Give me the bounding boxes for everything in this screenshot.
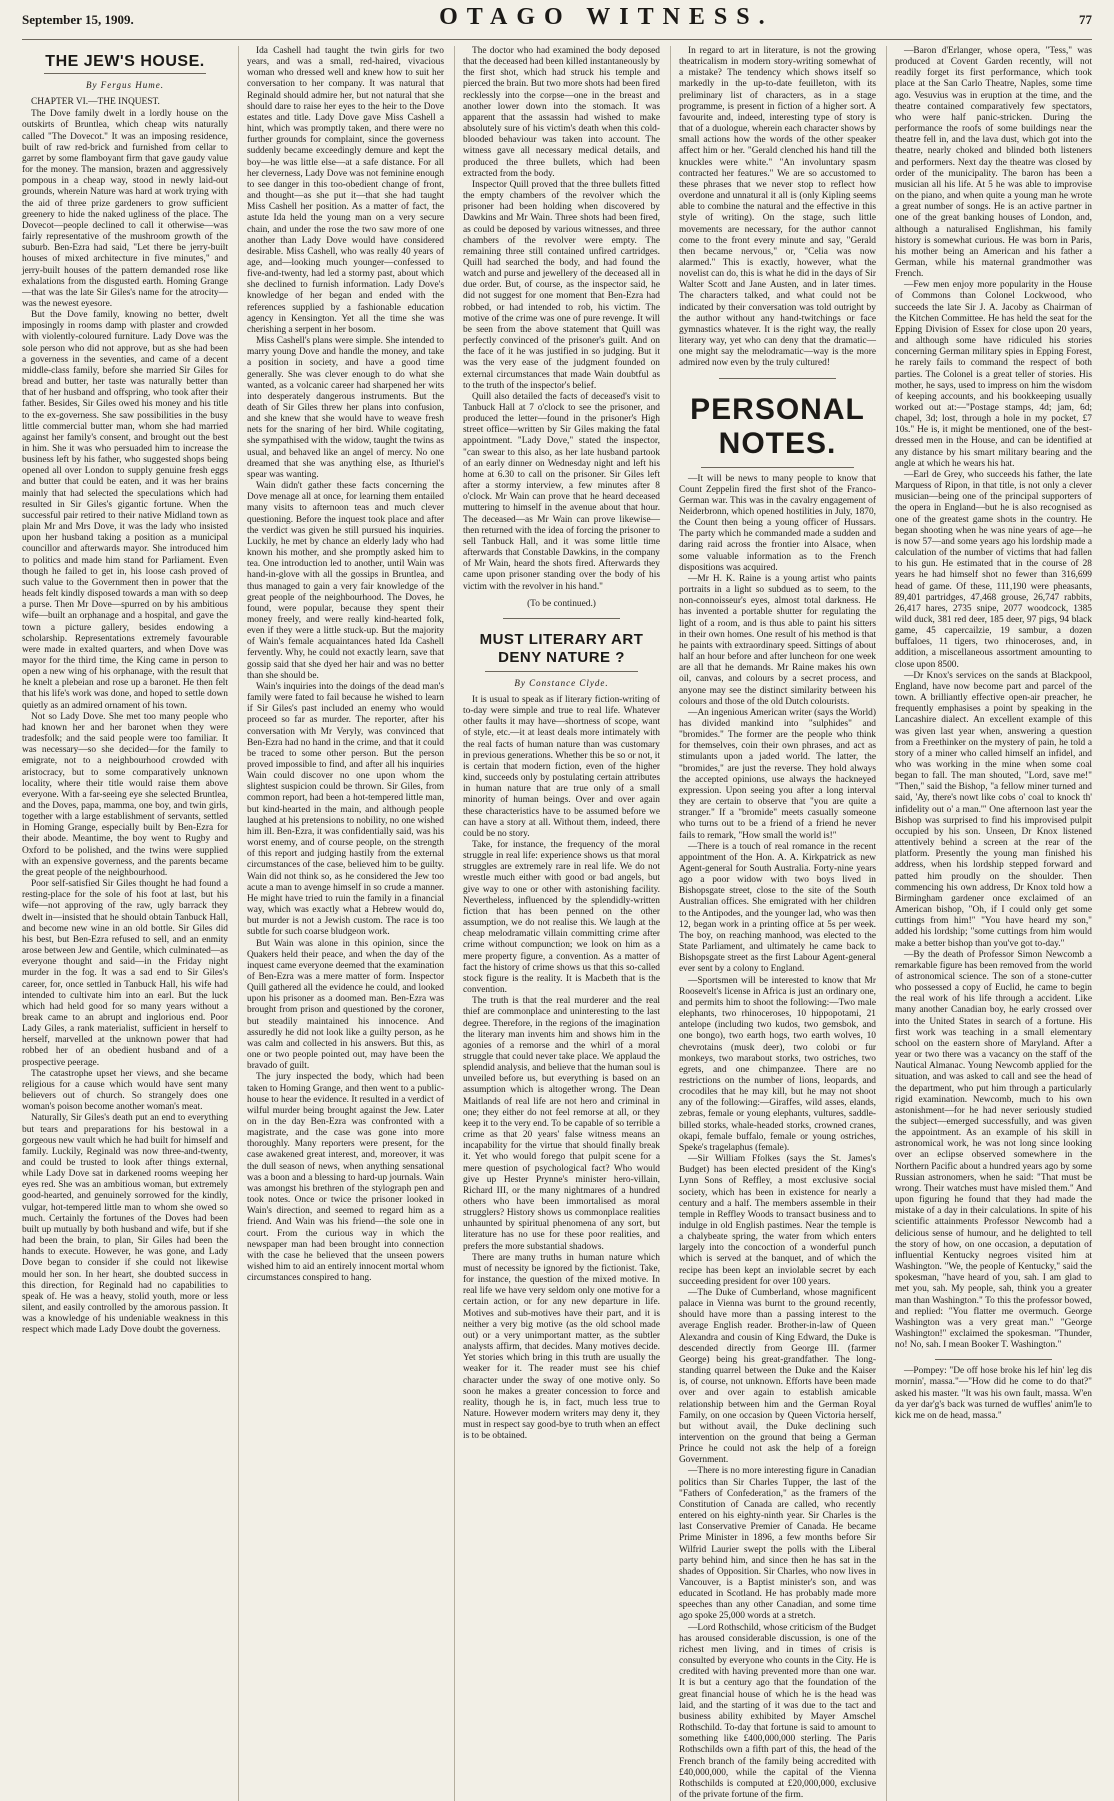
note-paragraph: —Baron d'Erlanger, whose opera, "Tess," was produced at Covent Garden recently, will not readily forget its first performance, which took place at the San Carlo Theatre, Naples, some time ago. Vesuvius was in eruption at the time, and the theatre contained comparatively few spectators, who were half panic-stricken. During the performance the roofs of some buildings near the theatre fell in, and the lava dust, which got into the theatre, nearly choked and blinded both listeners and performers. Next day the theatre was closed by order of the municipality. The baron has been a musician all his life. At 5 he was able to improvise on the piano, and when quite a young man he wrote a great number of songs. He is an active partner in one of the great banking houses of London, and, although a naturalised Englishman, his family history is somewhat curious. He was born in Paris, his mother being an American and his father a German, while his maternal grandmother was French. <box>895 46 1092 280</box>
essay-byline: By Constance Clyde. <box>514 677 609 688</box>
story-paragraph: The Dove family dwelt in a lordly house on the outskirts of Bruntlea, which cheap wits naturally called "The Dovecot." It was an imposing residence, built of raw red-brick and furnished from cellar to garret by some flamboyant firm that gave gaudy value for the money. The mansion, brazen and aggressively pompous in a cheap way, stood in newly laid-out grounds, wherein Nature was hard at work trying with the aid of three prize gardeners to grow sufficient greenery to hide the naked ugliness of the place. The Dovecot—people declined to call it otherwise—was fairly representative of the mushroom growth of the suburb. Ben-Ezra had said, "Let there be jerry-built houses of mixed architecture in five minutes," and jerry-built houses of the pattern demanded rose like exhalations from the disgusted earth. Homing Grange—that was the late Sir Giles's name for the atrocity—was the newest eyesore. <box>22 109 228 309</box>
title-rule <box>701 467 854 468</box>
note-paragraph: —Sir William Ffolkes (says the St. James's Budget) has been elected president of the King's Lynn Sons of Reffley, a most exclusive social society, which has been in existence for nearly a century and a half. The members assemble in their temple in Reffley Woods to transact business and to indulge in old English pastimes. Near the temple is a chalybeate spring, the water from which enters largely into the concoction of a wonderful punch which is served at the banquet, and of which the recipe has been kept an inviolable secret by each succeeding president for over 100 years. <box>679 1154 876 1287</box>
story-paragraph: The jury inspected the body, which had been taken to Homing Grange, and then went to a public-house to hear the evidence. It resulted in a verdict of wilful murder being brought against the Jew. Later on in the day Ben-Ezra was confronted with a magistrate, and the case was gone into more thoroughly. Many reporters were present, for the case awakened great interest, and, moreover, it was the dull season of news, when anything sensational was a boon and a blessing to hard-up journals. Wain was amongst his brethren of the stylograph pen and took notes. Once or twice the prisoner looked in Wain's direction, and seemed to regard him as a friend. And Wain was his friend—the sole one in court. From the curious way in which the newspaper man had been brought into connection with the case he believed that the unseen powers wished him to aid an entirely innocent mortal whom circumstances conspired to hang. <box>247 1072 444 1284</box>
note-paragraph: —Lord Rothschild, whose criticism of the Budget has aroused considerable discussion, is one of the richest men living, and in times of crisis is consulted by everyone who counts in the City. He is credited with having prevented more than one war. It is but a century ago that the foundation of the great financial house of which he is the head was laid, and the starting of it was due to the tact and business ability exhibited by Mayer Amschel Rothschild. To-day that fortune is said to amount to something like £400,000,000 sterling. The Paris Rothschilds own a fifth part of this, the head of the French branch of the family being accredited with £40,000,000, while the capital of the Vienna Rothschilds is computed at £20,000,000, exclusive of the private fortune of the firm. <box>679 1622 876 1800</box>
note-paragraph: —Mr H. K. Raine is a young artist who paints portraits in a light so subdued as to seem, to the non-connoisseur's eyes, almost total darkness. He has invented a portable shutter for regulating the light of a room, and is thus able to paint his sitters in their own homes. One result of his method is that he paints with extraordinary speed. Sittings of about half an hour before and after luncheon for one week are all that he demands. Mr Raine makes his own oil, canvas, and colours by a secret process, and anyone may see the distinct similarity between his colours and those of the old Dutch colourists. <box>679 573 876 707</box>
story-paragraph: Miss Cashell's plans were simple. She intended to marry young Dove and handle the money, and take a position in society, and have a good time generally. She was clever enough to do what she wanted, as a volcanic career had sharpened her wits into desperately dangerous instruments. But the death of Sir Giles threw her plans into confusion, and she knew that she would have to weave fresh nets for the snaring of her bird. While cogitating, she sympathised with the widow, taught the twins as usual, and behaved like an angel of mercy. No one dreamed that she was anything else, as Ithuriel's spear was wanting. <box>247 336 444 480</box>
story-paragraph: But Wain was alone in this opinion, since the Quakers held their peace, and when the day of the inquest came everyone deemed that the examination of Ben-Ezra was a mere matter of form. Inspector Quill gathered all the evidence he could, and looked upon his prisoner as a doomed man. Ben-Ezra was brought from prison and questioned by the coroner, but steadily maintained his innocence. And assuredly he did not look like a guilty person, as he was calm and collected in his answers. But this, as one or two people pointed out, may have been the bravado of guilt. <box>247 938 444 1072</box>
story-paragraph: Naturally, Sir Giles's death put an end to everything but tears and preparations for his bestowal in a gorgeous new vault which he had built for himself and family. Luckily, Reginald was now three-and-twenty, and could be trusted to look after things external, while Lady Dove sat in darkened rooms weeping her eyes red. She was an ambitious woman, but extremely good-hearted, and genuinely sorrowed for the kindly, vulgar, hot-tempered little man to whom she owed so much. Certainly the fortunes of the Doves had been built up mutually by both husband and wife, but if she had been the brain, to plan, Sir Giles had been the hands to execute. However, he was gone, and Lady Dove began to consider if she could not likewise mould her son. In her heart, she doubted success in this direction, for Reginald had no capabilities to speak of. He was a heavy, stolid youth, more or less silent, and easily controlled by the amorous passion. It was a knowledge of his undeniable weakness in this respect which made Lady Dove doubt the governess. <box>22 1113 228 1336</box>
note-paragraph: —An ingenious American writer (says the World) has divided mankind into "sulphides" and "bromides." The former are the people who think for themselves, coin their own phrases, and act as stimulants upon a jaded world. The latter, the "bromides," are just the reverse. They hold always the accepted opinions, use always the hackneyed expression. Upon seeing you after a long interval they are certain to observe that "you are quite a stranger." If a "bromide" meets casually someone who turns out to be a friend of a friend he never fails to remark, "How small the world is!" <box>679 707 876 841</box>
column-3 <box>454 46 660 1801</box>
masthead <box>22 0 1092 40</box>
newspaper-title: OTAGO WITNESS. <box>439 4 774 30</box>
title-rule <box>44 73 206 74</box>
column-4 <box>670 46 876 1801</box>
section-rule <box>935 1359 1052 1360</box>
story-paragraph: Inspector Quill proved that the three bullets fitted the empty chambers of the revolver which the prisoner had been holding when discovered by Dawkins and Mr Wain. Three shots had been fired, as could be deposed by various witnesses, and three chambers of the revolver were empty. The remaining three still contained unfired cartridges. Quill had searched the body, and had found the watch and purse and jewellery of the deceased all in due order. But, of course, as the inspector said, he did not suggest for one moment that Ben-Ezra had robbed, or had intended to rob, his victim. The motive of the crime was one of pure revenge. It will be seen from the above statement that Quill was perfectly convinced of the prisoner's guilt. And on the face of it he was justified in so judging. But it was the very ease of the judgment founded on external circumstances that made Wain doubtful as to the truth of the inspector's belief. <box>463 179 660 391</box>
article-columns <box>22 46 1092 1800</box>
essay-paragraph: The truth is that the real murderer and the real thief are commonplace and uninteresting to the last degree. Therefore, in the regions of the imagination the literary man invents him and shows him in the agonies of a remorse and the whirl of a moral struggle that could never take place. We applaud the splendid analysis, and believe that the human soul is unveiled before us, but everything is based on an assumption which is altogether wrong. The Dean Maitlands of real life are not hero and criminal in one; they either do not feel remorse at all, or they keep it to the very end. To be capable of so terrible a crime as that 20 years' false witness means an incapability for the virtue that should finally break it. Yet who would forego that pulpit scene for a mere question of psychological fact? Who would give up Hester Prynne's minister hero-villain, Richard III, or the many nightmares of a hundred others who have been immortalised as moral strugglers? History shows us commonplace realities unhaunted by spiritual phenomena of any sort, but literature has no use for these poor realities, and prefers the more substantial shadows. <box>463 996 660 1252</box>
story-paragraph: Quill also detailed the facts of deceased's visit to Tanbuck Hall at 7 o'clock to see the prisoner, and produced the letter—found in the prisoner's High street office—written by Sir Giles making the fatal appointment. "Lady Dove," stated the inspector, "can swear to this also, as her late husband partook of an early dinner on Wednesday night and left his home at 6.30 to call on the prisoner. Sir Giles left after a stormy interview, a few minutes after 8 o'clock. Mr Wain can prove that he heard deceased muttering to himself in the avenue about that hour. The deceased—as Mr Wain can prove likewise—then returned with the idea of forcing the prisoner to sell Tanbuck Hall, and it was some little time afterwards that Constable Dawkins, in the company of Mr Wain, heard the shots fired. Afterwards they came upon prisoner standing over the body of his victim with the revolver in his hand." <box>463 391 660 592</box>
to-be-continued: (To be continued.) <box>527 598 596 609</box>
story-paragraph: But the Dove family, knowing no better, dwelt imposingly in rooms damp with plaster and crowded with violently-coloured furniture. Lady Dove was the sole person who did not approve, but as she had been a governess in the seventies, and came of a decent middle-class family, before she married Sir Giles for bread and butter, her taste was naturally better than that of her husband and offspring, who took after their father. Besides, Sir Giles owed his money and his title to the ex-governess. She saw possibilities in the busy little commercial butter man, whom she had married against her family's consent, and brought out the best in him. She it was who persuaded him to increase the business left by his father, who suggested shops being opened all over London to supply genuine fresh eggs and butter that could be eaten, and it was her brains mainly that had selected the speculations which had resulted in Sir Giles's gigantic fortune. When the successful pair retired to their native Midland town as plain Mr and Mrs Dove, it was the lady who insisted upon her husband taking a position as a municipal councillor and afterwards mayor. She introduced him to politics and made him stand for Parliament. Even though he failed to get in, his loose cash proved of such value to the Government then in power that the heads felt kindly disposed towards a man with so deep a purse. Then Mr Dove—spurred on by his ambitious wife—built an orphanage and a hospital, and gave the town a picture gallery, besides endowing a scholarship. Representations extremely favourable were made in exalted quarters, and when Dove was mayor for the third time, the King came in person to open a new wing of his orphanage, with the result that he knelt a plebeian and rose up a baronet. He then felt that his life's work was done, and hoped to settle down quietly as an admired ornament of his town. <box>22 310 228 711</box>
note-paragraph: —Few men enjoy more popularity in the House of Commons than Colonel Lockwood, who succeeds the late Sir J. A. Jacoby as Chairman of the Kitchen Committee. He has held the seat for the Epping Division of Essex for close upon 20 years, and although some have ridiculed his stories concerning German military spies in Epping Forest, he rarely fails to command the respect of both parties. The Colonel is a great teller of stories. His mother, he says, used to impress on him the wisdom of keeping accounts, and his bookkeeping usually worked out at:—"Postage stamps, 4d; jam, 6d; chapel, 3d; lost, through a hole in my pocket, £7 10s." He is, it might be mentioned, one of the best-dressed men in the House, and can be identified at any distance by his smart military bearing and the angle at which he wears his hat. <box>895 280 1092 469</box>
note-paragraph: —By the death of Professor Simon Newcomb a remarkable figure has been removed from the world of astronomical science. The son of a stone-cutter who possessed a copy of Euclid, he came to begin the real work of his life through a accident. Like many another Canadian boy, he early crossed over into the United States in search of a fortune. His first work was teaching in a small elementary school on the eastern shore of Maryland. After a year or two there was a vacancy on the staff of the Nautical Almanac. Young Newcomb applied for the situation, and was asked to call and see the head of the department, who put him through a particularly rigid examination. Newcomb, much to his own astonishment—for he had never seriously studied the subject—emerged successfully, and was given the appointment. As an example of his skill in astronomical work, he was not long since looking over an eclipse observed somewhere in the Northern Pacific about a hundred years ago by some Russian astronomers, when he said: "That must be wrong. Their watches must have misled them." And upon figuring he found that they had made the mistake of a day in their calculations. In spite of his scientific attainments Professor Newcomb had a delicious sense of humour, and he delighted to tell the story of how, on one occasion, a deputation of influential Kentucky negroes visited him at Washington. "We, the people of Kentucky," said the spokesman, "have heard of you, sah. I am glad to met you, sah. My people, sah, think you a greater man than Washington." To this the professor bowed, and replied: "You flatter me overmuch. George Washington was a very great man." "George Washington!" exclaimed the spokesman. "Thunder, no! No, sah. I mean Booker T. Washington." <box>895 949 1092 1351</box>
chapter-heading: CHAPTER VI.—THE INQUEST. <box>31 97 160 108</box>
essay-paragraph: There are many truths in human nature which must of necessity be ignored by the fictionist. Take, for instance, the question of the mixed motive. In real life we have very seldom only one motive for a certain action, or for any new departure in life. Motives and sub-motives have their part, and it is neither a very big motive (as the old school made out) or a very unimportant matter, as the subtler analysts affirm, that decides. Many motives decide. Yet stories which bring in this truth are usually the weaker for it. The reader must see his chief character under the sway of one motive only. So soon he makes a greater concession to force and reality, though he is, in fact, much less true to Nature. However modern writers may deny it, they must in respect say good-bye to truth when an effect is to be obtained. <box>463 1252 660 1442</box>
story-paragraph: The catastrophe upset her views, and she became religious for a cause which would have sent many believers out of church. So strangely does one woman's poison become another woman's meat. <box>22 1068 228 1113</box>
note-paragraph: —Dr Knox's services on the sands at Blackpool, England, have now become part and parcel of the town. A brilliantly effective open-air preacher, he frequently emphasises a point by speaking in the Lancashire dialect. An excellent example of this was given last year when, answering a question from a Freethinker on the mystery of pain, he told a story of a miner who called himself an infidel, and who was working in the mine when some coal began to fall. The man shouted, "Lord, save me!" "Then," said the Bishop, "a fellow miner turned and said, 'Ay, there's nowt like cobs o' coal to knock th' infidelity out o' a man.'" One afternoon last year the Bishop was surprised to find his improvised pulpit occupied by his son. Unseen, Dr Knox listened attentively behind a screen at the rear of the platform. Presently the young man finished his address, when his lordship stepped forward and patted him proudly on the shoulder. Then commencing his own address, Dr Knox told how a Birmingham gardener once exclaimed of an American bishop, "Oh, if I could only get some cuttings from him!" "You have heard my son," added his lordship; "some cuttings from him would make a better bishop than you've got to-day." <box>895 670 1092 949</box>
issue-date: September 15, 1909. <box>22 12 134 27</box>
essay-paragraph: It is usual to speak as if literary fiction-writing of to-day were simple and true to real life. Whatever other faults it may have—shortness of scope, want of style, etc.—it at least deals more intimately with the real facts of human nature than was customary in previous generations. Whether this be so or not, it is certain that modern fiction, even of the higher kind, succeeds only by postulating certain attributes in human nature that are true only of a small minority of human beings. Over and over again these characteristics have to be assumed before we can have a story at all. Without them, indeed, there could be no story. <box>463 694 660 839</box>
note-paragraph: —Sportsmen will be interested to know that Mr Roosevelt's license in Africa is just an ordinary one, and permits him to shoot the following:—Two male elephants, two rhinoceroses, 10 hippopotami, 21 antelope (including two kudos, two gemsbok, and one bongo), two earth hogs, two earth wolves, 10 chevrotains (musk deer), two colobi or fur monkeys, two marabout storks, two ostriches, two egrets, and one chimpanzee. There are no restrictions on the number of lions, leopards, and crocodiles that he may kill, but he may not shoot any of the following:—Giraffes, wild asses, elands, zebras, female or young elephants, vultures, saddle-billed storks, whale-headed storks, crowned cranes, okapi, female buffalo, female or young ostriches, Speke's tragelaphus (female). <box>679 975 876 1153</box>
column-1 <box>22 46 228 1801</box>
column-5 <box>886 46 1092 1801</box>
essay-paragraph: Take, for instance, the frequency of the moral struggle in real life: experience shows us that moral struggles are extremely rare in real life. We do not wrestle much either with good or bad angels, but give way to one or other with astonishing facility. Nevertheless, influenced by the splendidly-written fiction that has been penned on the other assumption, we do not realise this. We laugh at the cheap melodramatic villain committing crime after crime without compunction; we look on him as a mere property figure, a convention. As a matter of fact the history of crime shows us that this so-called stock figure is the reality. It is Macbeth that is the convention. <box>463 840 660 996</box>
story-paragraph: Ida Cashell had taught the twin girls for two years, and was a small, red-haired, vivacious woman who dressed well and knew how to suit her conversation to her company. It was natural that Reginald should admire her, but not natural that she should dare to raise her eyes to the heir to the Dove estates and title. Lady Dove gave Miss Cashell a hint, which was promptly taken, and there were no further grounds for complaint, since the governess suddenly became exceedingly demure and kept the boy—he was little else—at a safe distance. For all her cleverness, Lady Dove was not feminine enough to see danger in this too-obedient change of front, and thought—as she put it—that she had taught Miss Cashell her position. As a matter of fact, the astute Ida held the young man on a very secure chain, and under the rose the two saw more of one another than Lady Dove would have considered desirable. Miss Cashell, who was really 40 years of age, and—looking much younger—confessed to five-and-twenty, had led a stormy past, about which she declined to furnish information. Lady Dove's knowledge of her began and ended with the references supplied by a fashionable education agency in Kensington. Yet all the time she was cherishing a serpent in her bosom. <box>247 46 444 335</box>
story-paragraph: The doctor who had examined the body deposed that the deceased had been killed instantaneously by the first shot, which had struck his temple and pierced the brain. But two more shots had been fired recklessly into the corpse—one in the breast and another lower down into the stomach. It was apparent that the assassin had wished to make absolutely sure of his victim's death when this cold-blooded behaviour was taken into account. The witness gave all necessary medical details, and produced the three bullets, which had been extracted from the body. <box>463 46 660 179</box>
note-paragraph: —Earl de Grey, who succeeds his father, the late Marquess of Ripon, in that title, is not only a clever musician—being one of the principal supporters of the opera in England—but he is also recognised as one of the greatest game shots in the country. He began shooting when he was nine years of age—he is now 57—and some years ago his lordship made a calculation of the number of victims that had fallen to his gun. He estimated that in the course of 28 years he had himself shot no fewer than 316,699 head of game. Of these, 111,190 were pheasants, 89,401 partridges, 47,468 grouse, 26,747 rabbits, 26,417 hares, 2735 snipe, 2077 woodcock, 1385 wild duck, 381 red deer, 185 deer, 97 pigs, 94 black game, 45 capercailzie, 19 sambur, a dozen buffaloes, 11 tigers, two rhinoceroses, and, in addition, a miscellaneous assortment amounting to close upon 8500. <box>895 469 1092 670</box>
note-paragraph: —It will be news to many people to know that Count Zeppelin fired the first shot of the Franco-German war. This was in the cavalry engagement of Neiderbronn, which opened hostilities in July, 1870, the Count then being a young officer of Hussars. The party which he commanded made a sudden and daring raid across the frontier into Alsace, when some valuable information as to the French dispositions was acquired. <box>679 473 876 573</box>
title-rule <box>485 671 638 672</box>
story-paragraph: Poor self-satisfied Sir Giles thought he had found a resting-place for the sole of his foot at last, but his wife—not approving of the raw, ugly barrack they dwelt in—insisted that he should obtain Tanbuck Hall, and become new wine in an old bottle. Sir Giles did his best, but Ben-Ezra refused to sell, and an enmity arose between Jew and Gentile, which culminated—as everyone thought and said—in the Friday night murder in the fog. It was a sad end to Sir Giles's career, for, once settled in Tanbuck Hall, his wife had intended to cultivate him into an earl. But the luck which had held good for so many years without a break came to an abrupt and inglorious end. Poor Lady Giles, a rank materialist, sufficient in herself to herself, marvelled at the unknown power that had robbed her of an obedient husband and of a prospective peerage. <box>22 879 228 1068</box>
essay-paragraph: In regard to art in literature, is not the growing theatricalism in modern story-writing somewhat of a mistake? The tendency which shows itself so markedly in the up-to-date feuilleton, with its preliminary list of characters, as in a stage programme, is present in fiction of a higher sort. A favourite and, indeed, interesting type of story is that of a duologue, wherein each character shows by small actions how the words of the other speaker affect him or her. "Gerald clenched his hand till the knuckles were white." "An involuntary spasm contracted her features." We are so accustomed to these phrases that we never stop to reflect how overdone and unnatural it all is (only Kipling seems able to combine the natural and the effective in this style of writing). On the stage, such little movements are necessary, for the author cannot come to the front every minute and say, "Gerald then became nervous," or, "Celia was now alarmed." This is exactly, however, what the novelist can do, this is what he did in the days of Sir Walter Scott and Jane Austen, and in later times. The characters talked, and what could not be indicated by their conversation was told outright by the author without any hand-twitchings or face gymnastics whatever. It is the right way, the really literary way, yet who can deny that the dramatic—one might say the melodramatic—way is the more admired now even by the truly cultured! <box>679 46 876 369</box>
note-paragraph: —There is a touch of real romance in the recent appointment of the Hon. A. A. Kirkpatrick as new Agent-general for South Australia. Forty-nine years ago a poor widow with two boys lived in Bishopsgate street, close to the site of the South Australian offices. She emigrated with her children to the Antipodes, and the younger lad, who was then 12, began work in a printing office at 5s per week. The boy, on reaching manhood, was elected to the State Parliament, and ultimately he came back to Bishopsgate street as the first Labour Agent-general ever sent by a colony to England. <box>679 841 876 975</box>
section-rule <box>503 618 620 619</box>
note-paragraph: —Pompey: "De off hose broke his lef hin' leg dis mornin', massa."—"How did he come to do that?" asked his master. "It was his own fault, massa. W'en da yer dar'g's back was turned de wuffles' anim'le to kick me on de head, massa." <box>895 1366 1092 1421</box>
story-paragraph: Wain didn't gather these facts concerning the Dove menage all at once, for learning them entailed many visits to afternoon teas and much clever questioning. Before the inquest took place and after the verdict was given he still pursued his inquiries. Luckily, he met by chance an elderly lady who had known his mother, and she promptly asked him to tea. One introduction led to another, until Wain was hand-in-glove with all the gossips in Bruntlea, and thus managed to gain a very fair knowledge of the great people of the neighbourhood. The Doves, he found, were popular, because they spent their money freely, and were really kind-hearted folk, even if they were a little stuck-up. But the majority of Wain's female acquaintances hated Ida Cashell fervently. Why, he could not exactly learn, save that gossip said that she dyed her hair and was no better than she should be. <box>247 481 444 681</box>
story-byline: By Fergus Hume. <box>86 80 164 90</box>
story-title: THE JEW'S HOUSE. <box>45 53 205 70</box>
note-paragraph: —There is no more interesting figure in Canadian politics than Sir Charles Tupper, the last of the "Fathers of Confederation," as the framers of the Constitution of Canada are called, who recently entered on his eighty-ninth year. Sir Charles is the last Conservative Premier of Canada. He became Prime Minister in 1896, a few months before Sir Wilfrid Laurier swept the polls with the Liberal party behind him, and since then he has sat in the shades of Opposition. Sir Charles, who now lives in Vancouver, is a Baptist minister's son, and was educated in Scotland. He has probably made more speeches than any other Canadian, and some time ago spoke 25,000 words at a stretch. <box>679 1466 876 1622</box>
notes-title: PERSONAL NOTES. <box>690 392 865 460</box>
story-paragraph: Wain's inquiries into the doings of the dead man's family were fated to fail because he wished to learn if Sir Giles's past included an enemy who would proceed so far as murder. The reporter, after his conversation with Mr Veryly, was convinced that Ben-Ezra had no hand in the crime, and that it could be traced to some other person. But the person proved impossible to find, and after all his inquiries Wain could discover no one upon whom the slightest suspicion could be thrown. Sir Giles, from common report, had been a hot-tempered little man, but kind-hearted in the main, and although people laughed at his pretensions to nobility, no one wished him ill. Ben-Ezra, it was confidentially said, was his worst enemy, and of course people, on the strength of this report and judging hastily from the external circumstances of the case, believed him to be guilty. Wain did not think so, as he considered the Jew too acute a man to avenge himself in so crude a manner. He might have tried to ruin the family in a financial way, which was exactly what a Hebrew would do, but murder is not a Jewish custom. The race is too subtle for such coarse bludgeon work. <box>247 681 444 938</box>
note-paragraph: —The Duke of Cumberland, whose magnificent palace in Vienna was burnt to the ground recently, should have more than a passing interest to the average English reader. Brother-in-law of Queen Alexandra and cousin of King Edward, the Duke is descended directly from George III. (farmer George) being his great-grandfather. The long-standing quarrel between the Duke and the Kaiser is, of course, not unknown. Efforts have been made over and over again to establish amicable relationship between him and the German Royal Family, on one occasion by Queen Victoria herself, but without avail, the Duke declining such intervention on the ground that being a German Prince he could not ask the help of a foreign Government. <box>679 1287 876 1466</box>
section-rule <box>719 378 836 379</box>
column-2 <box>238 46 444 1801</box>
essay-title: MUST LITERARY ART DENY NATURE ? <box>479 630 644 666</box>
page-number: 77 <box>1079 12 1092 27</box>
story-paragraph: Not so Lady Dove. She met too many people who had known her and her baronet when they were tradesfolk; and the said people were too familiar. It was necessary—so she decided—for the family to emigrate, not to a neighbourhood crowded with aristocracy, but to some comparatively unknown locality, where their title would raise them above everyone. With a far-seeing eye she selected Bruntlea, and the Doves, papa, mamma, one boy, and twin girls, together with a large establishment of servants, settled in Homing Grange, especially built by Ben-Ezra for their abode. Meantime, the boy went to Rugby and Oxford to be polished, and the twins were supplied with an expensive governess, and the parents became the great people of the neighbourhood. <box>22 711 228 878</box>
